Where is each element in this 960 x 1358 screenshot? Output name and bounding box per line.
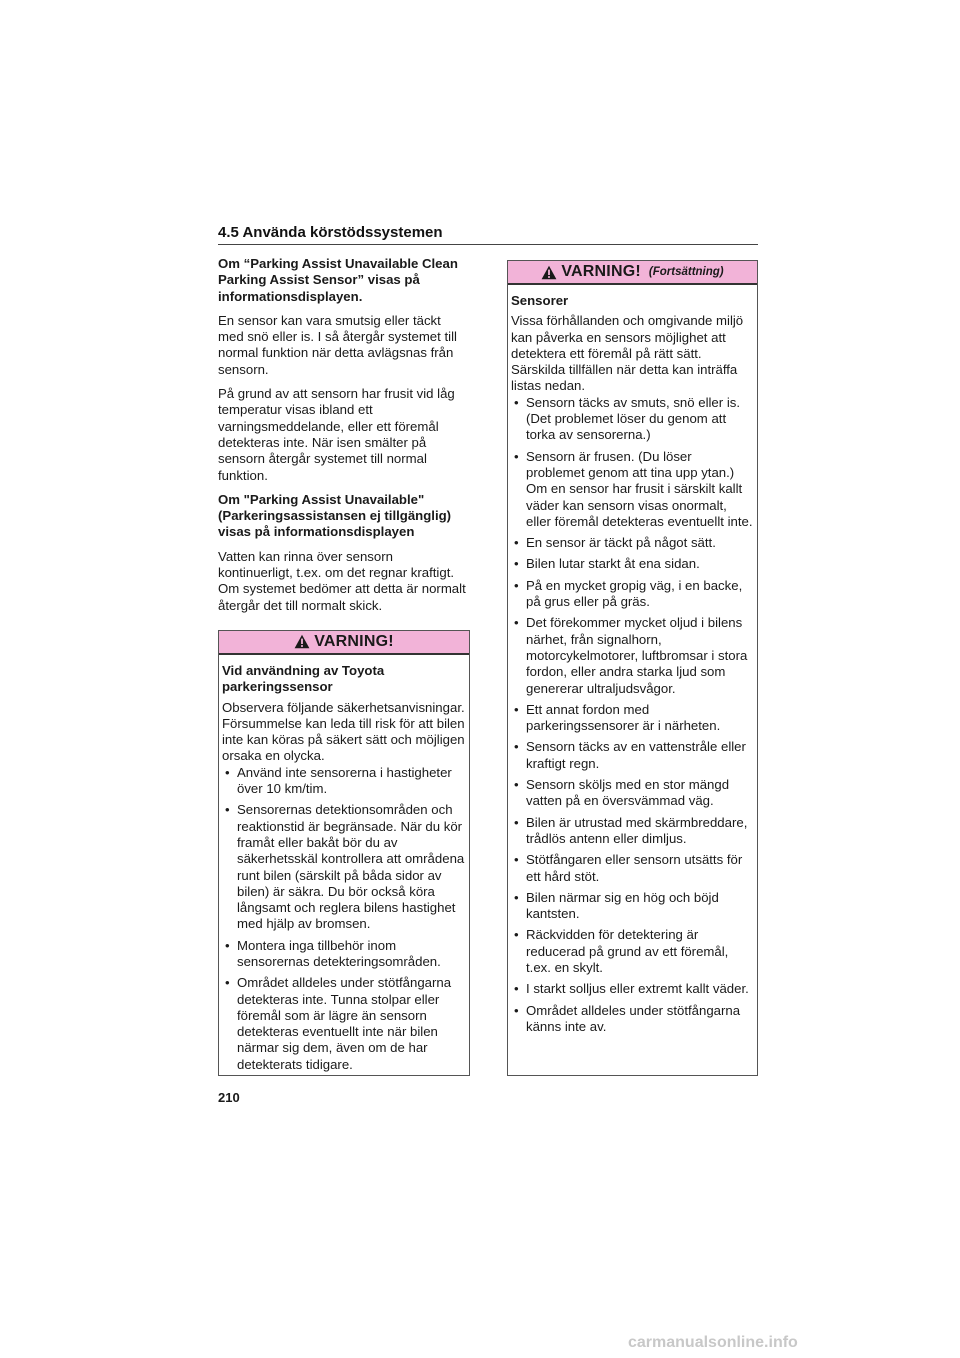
list-item: • Området alldeles under stötfångarna känns inte av. [511, 1003, 753, 1036]
warning-body [508, 285, 757, 1044]
list-item: • Sensorernas detektionsområden och reaktionstid är begränsade. När du kör framåt eller bakåt bör du av säkerhetsskäl kontrollera att områdena runt bilen (särskilt på båda sidor av bilen) är säkra. Du bör också köra långsamt och reglera bilens hastighet med hjälp av bromsen. [222, 802, 465, 932]
warning-box-sensors [507, 260, 758, 1076]
page-number: 210 [218, 1090, 240, 1105]
warning-body [219, 655, 469, 1082]
warning-continued-label: (Fortsättning) [648, 265, 724, 278]
list-item: • Området alldeles under stötfångarna detekteras inte. Tunna stolpar eller föremål som är lägre än sensorn detekteras eventuellt inte när bilen närmar sig dem, även om de har detekterats tidigare. [222, 975, 465, 1073]
list-item: • Sensorn är frusen. (Du löser problemet genom att tina upp ytan.) Om en sensor har frusit i särskilt kallt väder kan sensorn visas onormalt, eller föremål detekteras eventuellt inte. [511, 449, 753, 530]
list-item: • Bilen är utrustad med skärmbreddare, trådlös antenn eller dimljus. [511, 815, 753, 848]
list-item: • Det förekommer mycket oljud i bilens närhet, från signalhorn, motorcykelmotorer, luftbromsar i stora fordon, eller andra starka ljud som genererar ultraljudsvågor. [511, 615, 753, 696]
warning-title: VARNING! [314, 632, 394, 650]
list-item: • Sensorn täcks av en vattenstråle eller kraftigt regn. [511, 739, 753, 772]
list-item: • Bilen närmar sig en hög och böjd kantsten. [511, 890, 753, 923]
list-item: • Bilen lutar starkt åt ena sidan. [511, 556, 753, 572]
warning-header-continued [508, 261, 757, 285]
paragraph-dirty-sensor: En sensor kan vara smutsig eller täckt med snö eller is. I så återgår systemet till normal funktion när detta avlägsnas från sensorn. [218, 312, 457, 377]
list-item: • Ett annat fordon med parkeringssensorer är i närheten. [511, 702, 753, 735]
warning-box-parking-sensor [218, 630, 470, 1076]
list-item: • Använd inte sensorerna i hastigheter över 10 km/tim. [222, 765, 465, 798]
heading-clean-sensor: Om “Parking Assist Unavailable Clean Parking Assist Sensor” visas på informationsdisplayen. [218, 256, 458, 304]
list-item: • Sensorn sköljs med en stor mängd vatten på en översvämmad väg. [511, 777, 753, 810]
paragraph-frozen-sensor: På grund av att sensorn har frusit vid låg temperatur visas ibland ett varningsmeddelande, eller ett föremål detekteras inte. När isen smälter på sensorn återgår systemet till normal funktion. [218, 386, 455, 483]
paragraph-water: Vatten kan rinna över sensorn kontinuerligt, t.ex. om det regnar kraftigt. Om systemet bedömer att detta är normalt återgår det till normalt skick. [218, 548, 466, 613]
warning-bullet-list [222, 765, 465, 1073]
right-column [507, 260, 758, 1076]
warning-title: VARNING! [561, 262, 641, 280]
list-item: • Sensorn täcks av smuts, snö eller is. (Det problemet löser du genom att torka av sensorerna.) [511, 395, 753, 444]
warning-subheading: Vid användning av Toyota parkeringssensor [222, 662, 385, 695]
warning-intro: Observera följande säkerhetsanvisningar. Försummelse kan leda till risk för att bilen inte kan köras på säkert sätt och möjligen orsaka en olycka. [222, 699, 465, 764]
warning-triangle-icon [541, 265, 557, 280]
list-item: • På en mycket gropig väg, i en backe, på grus eller på gräs. [511, 578, 753, 611]
heading-unavailable: Om "Parking Assist Unavailable" (Parkeringsassistansen ej tillgänglig) visas på informationsdisplayen [218, 491, 452, 540]
warning-bullet-list [511, 395, 753, 1035]
warning-triangle-icon [294, 634, 310, 649]
list-item: • I starkt solljus eller extremt kallt väder. [511, 981, 753, 997]
watermark: carmanualsonline.info [628, 1334, 798, 1351]
list-item: • Räckvidden för detektering är reducerad på grund av ett föremål, t.ex. en skylt. [511, 927, 753, 976]
list-item: • En sensor är täckt på något sätt. [511, 535, 753, 551]
section-header: 4.5 Använda körstödssystemen [218, 224, 758, 245]
warning-subheading: Sensorer [511, 293, 569, 308]
left-column [218, 256, 470, 1076]
list-item: • Stötfångaren eller sensorn utsätts för ett hård stöt. [511, 852, 753, 885]
list-item: • Montera inga tillbehör inom sensorernas detekteringsområden. [222, 938, 465, 971]
warning-intro: Vissa förhållanden och omgivande miljö kan påverka en sensors möjlighet att detektera ett föremål på rätt sätt. Särskilda tillfällen när detta kan inträffa listas nedan. [511, 313, 744, 394]
warning-header [219, 631, 469, 655]
